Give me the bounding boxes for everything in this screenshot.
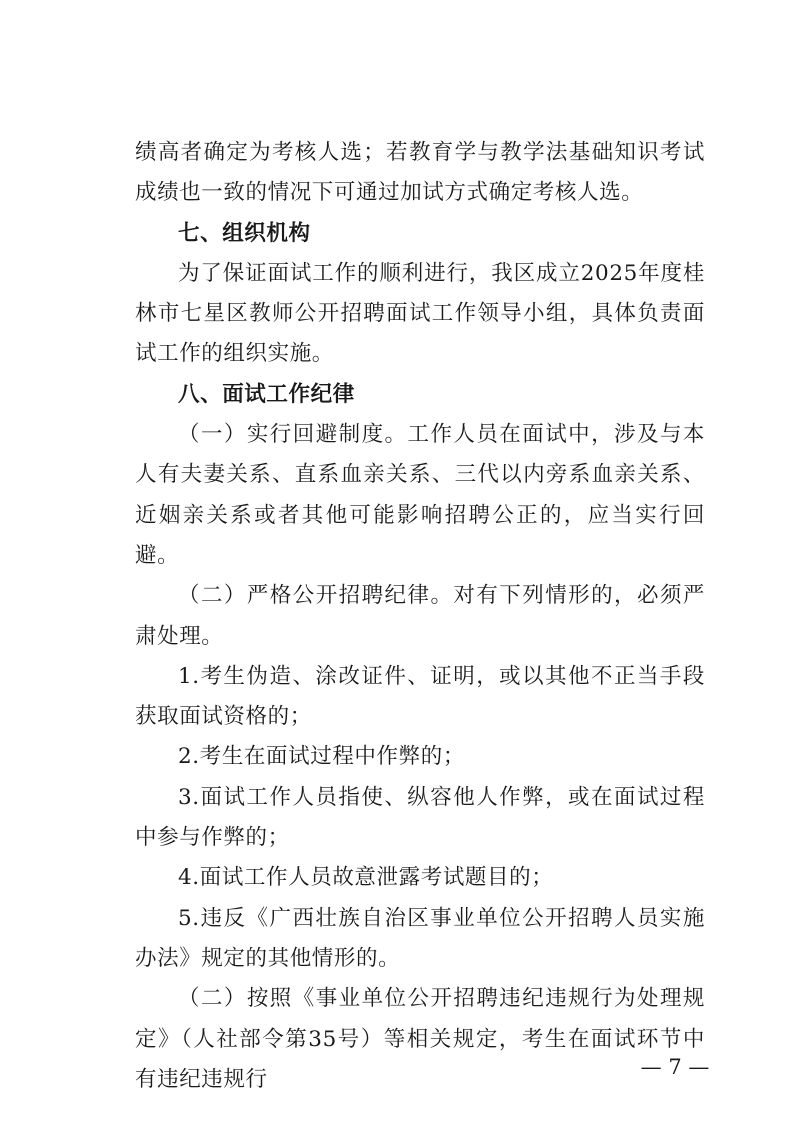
list-item-3: 3.面试工作人员指使、纵容他人作弊，或在面试过程中参与作弊的； [135, 784, 705, 851]
list-item-1: 1.考生伪造、涂改证件、证明，或以其他不正当手段获取面试资格的； [135, 663, 705, 730]
paragraph-discipline-rules: （二）严格公开招聘纪律。对有下列情形的，必须严肃处理。 [135, 583, 705, 649]
section-heading-discipline: 八、面试工作纪律 [178, 381, 355, 407]
page-number: — 7 — [640, 1055, 710, 1079]
paragraph-penalty: （二）按照《事业单位公开招聘违纪违规行为处理规定》（人社部令第35号）等相关规定，考生在面试环节中有违纪违规行 [135, 986, 705, 1092]
section-heading-organization: 七、组织机构 [178, 220, 311, 246]
paragraph-organization: 为了保证面试工作的顺利进行，我区成立2025年度桂林市七星区教师公开招聘面试工作领导小组，具体负责面试工作的组织实施。 [135, 260, 705, 367]
paragraph-recusal: （一）实行回避制度。工作人员在面试中，涉及与本人有夫妻关系、直系血亲关系、三代以内旁系血亲关系、近姻亲关系或者其他可能影响招聘公正的，应当实行回避。 [135, 422, 705, 568]
list-item-4: 4.面试工作人员故意泄露考试题目的； [178, 865, 554, 891]
document-body [135, 133, 705, 1100]
list-item-2: 2.考生在面试过程中作弊的； [178, 744, 465, 770]
paragraph-continuation: 绩高者确定为考核人选；若教育学与教学法基础知识考试成绩也一致的情况下可通过加试方式确定考核人选。 [135, 140, 705, 206]
list-item-5: 5.违反《广西壮族自治区事业单位公开招聘人员实施办法》规定的其他情形的。 [135, 905, 705, 971]
